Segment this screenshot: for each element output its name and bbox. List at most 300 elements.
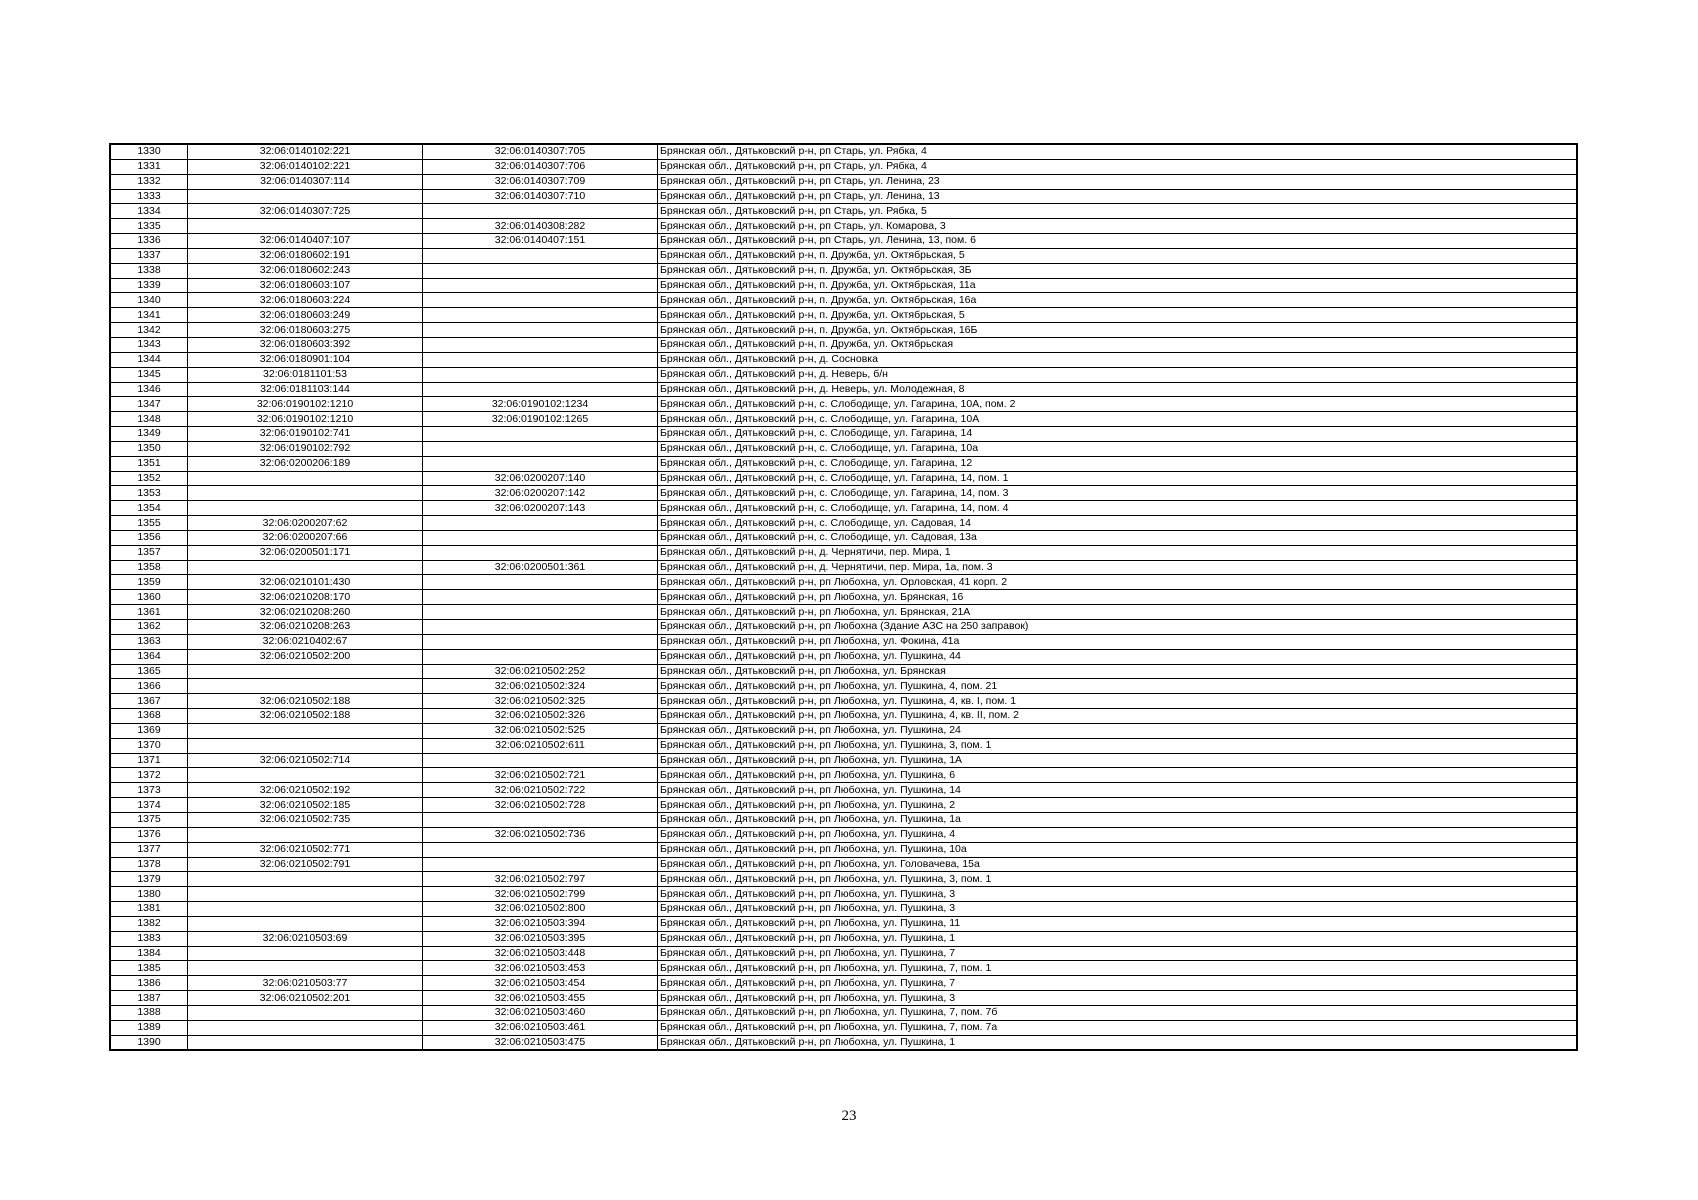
object-cadastral-number-cell: 32:06:0210502:326 — [423, 709, 658, 724]
table-row — [111, 263, 1577, 278]
object-cadastral-number-cell — [423, 634, 658, 649]
address-cell: Брянская обл., Дятьковский р-н, рп Старь, ул. Рябка, 4 — [658, 145, 1577, 160]
row-number-cell: 1333 — [111, 189, 188, 204]
row-number-cell: 1358 — [111, 560, 188, 575]
object-cadastral-number-cell: 32:06:0190102:1234 — [423, 397, 658, 412]
object-cadastral-number-cell: 32:06:0210502:325 — [423, 694, 658, 709]
land-cadastral-number-cell: 32:06:0180603:275 — [188, 323, 423, 338]
address-cell: Брянская обл., Дятьковский р-н, п. Дружба, ул. Октябрьская, 11а — [658, 278, 1577, 293]
table-row — [111, 1035, 1577, 1050]
land-cadastral-number-cell: 32:06:0181103:144 — [188, 382, 423, 397]
land-cadastral-number-cell — [188, 501, 423, 516]
row-number-cell: 1374 — [111, 798, 188, 813]
row-number-cell: 1337 — [111, 248, 188, 263]
object-cadastral-number-cell: 32:06:0210502:799 — [423, 887, 658, 902]
address-cell: Брянская обл., Дятьковский р-н, рп Любохна, ул. Пушкина, 3, пом. 1 — [658, 872, 1577, 887]
land-cadastral-number-cell — [188, 827, 423, 842]
object-cadastral-number-cell: 32:06:0210503:448 — [423, 946, 658, 961]
address-cell: Брянская обл., Дятьковский р-н, рп Старь, ул. Рябка, 5 — [658, 204, 1577, 219]
address-cell: Брянская обл., Дятьковский р-н, п. Дружба, ул. Октябрьская, 16а — [658, 293, 1577, 308]
table-row — [111, 887, 1577, 902]
table-row — [111, 694, 1577, 709]
table-row — [111, 738, 1577, 753]
table-row — [111, 931, 1577, 946]
row-number-cell: 1338 — [111, 263, 188, 278]
object-cadastral-number-cell — [423, 753, 658, 768]
row-number-cell: 1360 — [111, 590, 188, 605]
object-cadastral-number-cell: 32:06:0190102:1265 — [423, 412, 658, 427]
land-cadastral-number-cell: 32:06:0210208:263 — [188, 620, 423, 635]
object-cadastral-number-cell: 32:06:0140407:151 — [423, 234, 658, 249]
table-row — [111, 857, 1577, 872]
object-cadastral-number-cell: 32:06:0210502:728 — [423, 798, 658, 813]
land-cadastral-number-cell: 32:06:0200207:62 — [188, 516, 423, 531]
object-cadastral-number-cell — [423, 516, 658, 531]
table-row — [111, 234, 1577, 249]
object-cadastral-number-cell — [423, 308, 658, 323]
address-cell: Брянская обл., Дятьковский р-н, д. Неверь, ул. Молодежная, 8 — [658, 382, 1577, 397]
object-cadastral-number-cell: 32:06:0210503:454 — [423, 976, 658, 991]
table-row — [111, 723, 1577, 738]
object-cadastral-number-cell — [423, 620, 658, 635]
address-cell: Брянская обл., Дятьковский р-н, рп Старь, ул. Рябка, 4 — [658, 159, 1577, 174]
page-number: 23 — [841, 1108, 857, 1124]
address-cell: Брянская обл., Дятьковский р-н, рп Любохна, ул. Пушкина, 7, пом. 7б — [658, 1005, 1577, 1020]
address-cell: Брянская обл., Дятьковский р-н, рп Любохна, ул. Пушкина, 10а — [658, 842, 1577, 857]
land-cadastral-number-cell: 32:06:0200501:171 — [188, 545, 423, 560]
object-cadastral-number-cell: 32:06:0200501:361 — [423, 560, 658, 575]
row-number-cell: 1364 — [111, 649, 188, 664]
land-cadastral-number-cell: 32:06:0210502:188 — [188, 709, 423, 724]
table-row — [111, 991, 1577, 1006]
object-cadastral-number-cell — [423, 649, 658, 664]
object-cadastral-number-cell: 32:06:0210503:460 — [423, 1005, 658, 1020]
row-number-cell: 1357 — [111, 545, 188, 560]
land-cadastral-number-cell: 32:06:0140102:221 — [188, 159, 423, 174]
address-cell: Брянская обл., Дятьковский р-н, рп Любохна (Здание АЗС на 250 заправок) — [658, 620, 1577, 635]
registry-table — [110, 144, 1577, 1050]
address-cell: Брянская обл., Дятьковский р-н, рп Любохна, ул. Пушкина, 3, пом. 1 — [658, 738, 1577, 753]
row-number-cell: 1372 — [111, 768, 188, 783]
row-number-cell: 1388 — [111, 1005, 188, 1020]
object-cadastral-number-cell — [423, 293, 658, 308]
land-cadastral-number-cell: 32:06:0210502:771 — [188, 842, 423, 857]
land-cadastral-number-cell: 32:06:0180901:104 — [188, 352, 423, 367]
address-cell: Брянская обл., Дятьковский р-н, рп Любохна, ул. Пушкина, 3 — [658, 902, 1577, 917]
object-cadastral-number-cell: 32:06:0210502:722 — [423, 783, 658, 798]
land-cadastral-number-cell — [188, 723, 423, 738]
address-cell: Брянская обл., Дятьковский р-н, рп Любохна, ул. Пушкина, 2 — [658, 798, 1577, 813]
address-cell: Брянская обл., Дятьковский р-н, рп Любохна, ул. Пушкина, 6 — [658, 768, 1577, 783]
object-cadastral-number-cell: 32:06:0200207:143 — [423, 501, 658, 516]
land-cadastral-number-cell: 32:06:0190102:1210 — [188, 397, 423, 412]
object-cadastral-number-cell: 32:06:0210503:455 — [423, 991, 658, 1006]
address-cell: Брянская обл., Дятьковский р-н, с. Слободище, ул. Гагарина, 10а — [658, 441, 1577, 456]
object-cadastral-number-cell — [423, 575, 658, 590]
table-row — [111, 798, 1577, 813]
address-cell: Брянская обл., Дятьковский р-н, рп Любохна, ул. Орловская, 41 корп. 2 — [658, 575, 1577, 590]
land-cadastral-number-cell — [188, 189, 423, 204]
land-cadastral-number-cell — [188, 768, 423, 783]
object-cadastral-number-cell: 32:06:0210503:461 — [423, 1020, 658, 1035]
table-row — [111, 352, 1577, 367]
table-row — [111, 308, 1577, 323]
row-number-cell: 1373 — [111, 783, 188, 798]
table-row — [111, 293, 1577, 308]
land-cadastral-number-cell: 32:06:0180603:107 — [188, 278, 423, 293]
address-cell: Брянская обл., Дятьковский р-н, рп Любохна, ул. Брянская, 21А — [658, 605, 1577, 620]
object-cadastral-number-cell — [423, 427, 658, 442]
land-cadastral-number-cell: 32:06:0140102:221 — [188, 145, 423, 160]
land-cadastral-number-cell — [188, 471, 423, 486]
land-cadastral-number-cell: 32:06:0140307:725 — [188, 204, 423, 219]
land-cadastral-number-cell: 32:06:0210502:192 — [188, 783, 423, 798]
land-cadastral-number-cell — [188, 560, 423, 575]
row-number-cell: 1376 — [111, 827, 188, 842]
land-cadastral-number-cell: 32:06:0210502:201 — [188, 991, 423, 1006]
object-cadastral-number-cell: 32:06:0200207:140 — [423, 471, 658, 486]
table-row — [111, 560, 1577, 575]
row-number-cell: 1382 — [111, 916, 188, 931]
table-row — [111, 337, 1577, 352]
object-cadastral-number-cell — [423, 857, 658, 872]
table-row — [111, 976, 1577, 991]
address-cell: Брянская обл., Дятьковский р-н, рп Любохна, ул. Брянская — [658, 664, 1577, 679]
table-row — [111, 145, 1577, 160]
object-cadastral-number-cell: 32:06:0210502:800 — [423, 902, 658, 917]
row-number-cell: 1386 — [111, 976, 188, 991]
row-number-cell: 1361 — [111, 605, 188, 620]
table-row — [111, 516, 1577, 531]
table-row — [111, 367, 1577, 382]
address-cell: Брянская обл., Дятьковский р-н, рп Любохна, ул. Пушкина, 11 — [658, 916, 1577, 931]
row-number-cell: 1368 — [111, 709, 188, 724]
land-cadastral-number-cell — [188, 679, 423, 694]
address-cell: Брянская обл., Дятьковский р-н, рп Старь, ул. Ленина, 13 — [658, 189, 1577, 204]
row-number-cell: 1385 — [111, 961, 188, 976]
address-cell: Брянская обл., Дятьковский р-н, д. Чернятичи, пер. Мира, 1 — [658, 545, 1577, 560]
address-cell: Брянская обл., Дятьковский р-н, рп Любохна, ул. Пушкина, 7 — [658, 976, 1577, 991]
address-cell: Брянская обл., Дятьковский р-н, рп Любохна, ул. Пушкина, 4, пом. 21 — [658, 679, 1577, 694]
address-cell: Брянская обл., Дятьковский р-н, рп Любохна, ул. Пушкина, 3 — [658, 887, 1577, 902]
object-cadastral-number-cell — [423, 530, 658, 545]
row-number-cell: 1365 — [111, 664, 188, 679]
object-cadastral-number-cell — [423, 441, 658, 456]
row-number-cell: 1345 — [111, 367, 188, 382]
table-row — [111, 916, 1577, 931]
object-cadastral-number-cell: 32:06:0210502:797 — [423, 872, 658, 887]
land-cadastral-number-cell — [188, 219, 423, 234]
land-cadastral-number-cell: 32:06:0200207:66 — [188, 530, 423, 545]
address-cell: Брянская обл., Дятьковский р-н, рп Старь, ул. Ленина, 13, пом. 6 — [658, 234, 1577, 249]
land-cadastral-number-cell: 32:06:0210503:69 — [188, 931, 423, 946]
table-row — [111, 872, 1577, 887]
land-cadastral-number-cell — [188, 664, 423, 679]
land-cadastral-number-cell: 32:06:0180602:191 — [188, 248, 423, 263]
row-number-cell: 1389 — [111, 1020, 188, 1035]
address-cell: Брянская обл., Дятьковский р-н, рп Любохна, ул. Пушкина, 7, пом. 7а — [658, 1020, 1577, 1035]
address-cell: Брянская обл., Дятьковский р-н, рп Любохна, ул. Пушкина, 44 — [658, 649, 1577, 664]
object-cadastral-number-cell: 32:06:0140307:710 — [423, 189, 658, 204]
object-cadastral-number-cell: 32:06:0140308:282 — [423, 219, 658, 234]
land-cadastral-number-cell: 32:06:0210502:188 — [188, 694, 423, 709]
table-row — [111, 501, 1577, 516]
address-cell: Брянская обл., Дятьковский р-н, с. Слободище, ул. Гагарина, 12 — [658, 456, 1577, 471]
table-row — [111, 189, 1577, 204]
land-cadastral-number-cell: 32:06:0190102:741 — [188, 427, 423, 442]
object-cadastral-number-cell: 32:06:0210502:525 — [423, 723, 658, 738]
address-cell: Брянская обл., Дятьковский р-н, п. Дружба, ул. Октябрьская, 3Б — [658, 263, 1577, 278]
land-cadastral-number-cell: 32:06:0180603:249 — [188, 308, 423, 323]
table-row — [111, 204, 1577, 219]
address-cell: Брянская обл., Дятьковский р-н, рп Любохна, ул. Брянская, 16 — [658, 590, 1577, 605]
row-number-cell: 1341 — [111, 308, 188, 323]
object-cadastral-number-cell: 32:06:0210502:324 — [423, 679, 658, 694]
row-number-cell: 1377 — [111, 842, 188, 857]
object-cadastral-number-cell: 32:06:0210503:475 — [423, 1035, 658, 1050]
address-cell: Брянская обл., Дятьковский р-н, рп Любохна, ул. Пушкина, 7, пом. 1 — [658, 961, 1577, 976]
table-row — [111, 278, 1577, 293]
object-cadastral-number-cell: 32:06:0140307:706 — [423, 159, 658, 174]
row-number-cell: 1381 — [111, 902, 188, 917]
land-cadastral-number-cell: 32:06:0140307:114 — [188, 174, 423, 189]
row-number-cell: 1375 — [111, 812, 188, 827]
table-row — [111, 427, 1577, 442]
row-number-cell: 1332 — [111, 174, 188, 189]
land-cadastral-number-cell — [188, 1005, 423, 1020]
table-row — [111, 471, 1577, 486]
table-row — [111, 902, 1577, 917]
row-number-cell: 1387 — [111, 991, 188, 1006]
object-cadastral-number-cell — [423, 263, 658, 278]
land-cadastral-number-cell — [188, 946, 423, 961]
table-row — [111, 323, 1577, 338]
land-cadastral-number-cell: 32:06:0200206:189 — [188, 456, 423, 471]
land-cadastral-number-cell — [188, 872, 423, 887]
object-cadastral-number-cell — [423, 248, 658, 263]
row-number-cell: 1379 — [111, 872, 188, 887]
object-cadastral-number-cell — [423, 337, 658, 352]
row-number-cell: 1339 — [111, 278, 188, 293]
row-number-cell: 1346 — [111, 382, 188, 397]
table-row — [111, 248, 1577, 263]
land-cadastral-number-cell — [188, 961, 423, 976]
land-cadastral-number-cell: 32:06:0181101:53 — [188, 367, 423, 382]
address-cell: Брянская обл., Дятьковский р-н, рп Любохна, ул. Пушкина, 7 — [658, 946, 1577, 961]
address-cell: Брянская обл., Дятьковский р-н, с. Слободище, ул. Гагарина, 14, пом. 3 — [658, 486, 1577, 501]
address-cell: Брянская обл., Дятьковский р-н, рп Любохна, ул. Пушкина, 14 — [658, 783, 1577, 798]
row-number-cell: 1355 — [111, 516, 188, 531]
row-number-cell: 1390 — [111, 1035, 188, 1050]
address-cell: Брянская обл., Дятьковский р-н, с. Слободище, ул. Гагарина, 10А, пом. 2 — [658, 397, 1577, 412]
table-row — [111, 812, 1577, 827]
table-row — [111, 1005, 1577, 1020]
land-cadastral-number-cell — [188, 486, 423, 501]
row-number-cell: 1369 — [111, 723, 188, 738]
object-cadastral-number-cell — [423, 605, 658, 620]
address-cell: Брянская обл., Дятьковский р-н, рп Любохна, ул. Пушкина, 4, кв. II, пом. 2 — [658, 709, 1577, 724]
land-cadastral-number-cell — [188, 1020, 423, 1035]
object-cadastral-number-cell — [423, 842, 658, 857]
object-cadastral-number-cell — [423, 367, 658, 382]
table-row — [111, 605, 1577, 620]
row-number-cell: 1359 — [111, 575, 188, 590]
table-row — [111, 634, 1577, 649]
land-cadastral-number-cell: 32:06:0210502:735 — [188, 812, 423, 827]
row-number-cell: 1384 — [111, 946, 188, 961]
table-row — [111, 664, 1577, 679]
table-row — [111, 530, 1577, 545]
land-cadastral-number-cell: 32:06:0210101:430 — [188, 575, 423, 590]
row-number-cell: 1343 — [111, 337, 188, 352]
land-cadastral-number-cell: 32:06:0210402:67 — [188, 634, 423, 649]
object-cadastral-number-cell: 32:06:0140307:709 — [423, 174, 658, 189]
row-number-cell: 1334 — [111, 204, 188, 219]
object-cadastral-number-cell: 32:06:0210503:395 — [423, 931, 658, 946]
land-cadastral-number-cell: 32:06:0210208:170 — [188, 590, 423, 605]
land-cadastral-number-cell: 32:06:0180603:392 — [188, 337, 423, 352]
registry-table-body — [111, 145, 1577, 1050]
row-number-cell: 1331 — [111, 159, 188, 174]
land-cadastral-number-cell — [188, 887, 423, 902]
address-cell: Брянская обл., Дятьковский р-н, п. Дружба, ул. Октябрьская, 5 — [658, 248, 1577, 263]
row-number-cell: 1330 — [111, 145, 188, 160]
land-cadastral-number-cell: 32:06:0210208:260 — [188, 605, 423, 620]
row-number-cell: 1335 — [111, 219, 188, 234]
address-cell: Брянская обл., Дятьковский р-н, с. Слободище, ул. Гагарина, 14, пом. 1 — [658, 471, 1577, 486]
land-cadastral-number-cell — [188, 1035, 423, 1050]
object-cadastral-number-cell — [423, 352, 658, 367]
table-row — [111, 486, 1577, 501]
object-cadastral-number-cell — [423, 323, 658, 338]
address-cell: Брянская обл., Дятьковский р-н, рп Старь, ул. Комарова, 3 — [658, 219, 1577, 234]
land-cadastral-number-cell: 32:06:0210502:200 — [188, 649, 423, 664]
object-cadastral-number-cell — [423, 204, 658, 219]
address-cell: Брянская обл., Дятьковский р-н, д. Неверь, б/н — [658, 367, 1577, 382]
object-cadastral-number-cell — [423, 590, 658, 605]
object-cadastral-number-cell: 32:06:0210502:736 — [423, 827, 658, 842]
land-cadastral-number-cell: 32:06:0190102:792 — [188, 441, 423, 456]
address-cell: Брянская обл., Дятьковский р-н, рп Старь, ул. Ленина, 23 — [658, 174, 1577, 189]
row-number-cell: 1350 — [111, 441, 188, 456]
row-number-cell: 1370 — [111, 738, 188, 753]
row-number-cell: 1367 — [111, 694, 188, 709]
address-cell: Брянская обл., Дятьковский р-н, п. Дружба, ул. Октябрьская — [658, 337, 1577, 352]
row-number-cell: 1380 — [111, 887, 188, 902]
table-row — [111, 768, 1577, 783]
land-cadastral-number-cell: 32:06:0210502:714 — [188, 753, 423, 768]
land-cadastral-number-cell: 32:06:0210502:185 — [188, 798, 423, 813]
row-number-cell: 1363 — [111, 634, 188, 649]
table-row — [111, 709, 1577, 724]
row-number-cell: 1362 — [111, 620, 188, 635]
row-number-cell: 1354 — [111, 501, 188, 516]
address-cell: Брянская обл., Дятьковский р-н, рп Любохна, ул. Фокина, 41а — [658, 634, 1577, 649]
row-number-cell: 1366 — [111, 679, 188, 694]
table-row — [111, 620, 1577, 635]
address-cell: Брянская обл., Дятьковский р-н, рп Любохна, ул. Головачева, 15а — [658, 857, 1577, 872]
table-row — [111, 590, 1577, 605]
address-cell: Брянская обл., Дятьковский р-н, п. Дружба, ул. Октябрьская, 5 — [658, 308, 1577, 323]
object-cadastral-number-cell: 32:06:0200207:142 — [423, 486, 658, 501]
table-row — [111, 783, 1577, 798]
row-number-cell: 1352 — [111, 471, 188, 486]
table-row — [111, 174, 1577, 189]
object-cadastral-number-cell — [423, 456, 658, 471]
address-cell: Брянская обл., Дятьковский р-н, с. Слободище, ул. Садовая, 14 — [658, 516, 1577, 531]
address-cell: Брянская обл., Дятьковский р-н, рп Любохна, ул. Пушкина, 4 — [658, 827, 1577, 842]
table-row — [111, 456, 1577, 471]
address-cell: Брянская обл., Дятьковский р-н, рп Любохна, ул. Пушкина, 24 — [658, 723, 1577, 738]
table-row — [111, 961, 1577, 976]
row-number-cell: 1344 — [111, 352, 188, 367]
row-number-cell: 1353 — [111, 486, 188, 501]
object-cadastral-number-cell: 32:06:0140307:705 — [423, 145, 658, 160]
row-number-cell: 1340 — [111, 293, 188, 308]
address-cell: Брянская обл., Дятьковский р-н, рп Любохна, ул. Пушкина, 4, кв. I, пом. 1 — [658, 694, 1577, 709]
table-row — [111, 842, 1577, 857]
row-number-cell: 1371 — [111, 753, 188, 768]
address-cell: Брянская обл., Дятьковский р-н, с. Слободище, ул. Гагарина, 14, пом. 4 — [658, 501, 1577, 516]
table-row — [111, 575, 1577, 590]
address-cell: Брянская обл., Дятьковский р-н, рп Любохна, ул. Пушкина, 1А — [658, 753, 1577, 768]
address-cell: Брянская обл., Дятьковский р-н, рп Любохна, ул. Пушкина, 1 — [658, 931, 1577, 946]
row-number-cell: 1349 — [111, 427, 188, 442]
table-row — [111, 946, 1577, 961]
table-row — [111, 397, 1577, 412]
row-number-cell: 1351 — [111, 456, 188, 471]
table-row — [111, 441, 1577, 456]
object-cadastral-number-cell: 32:06:0210502:611 — [423, 738, 658, 753]
table-row — [111, 1020, 1577, 1035]
address-cell: Брянская обл., Дятьковский р-н, рп Любохна, ул. Пушкина, 1а — [658, 812, 1577, 827]
row-number-cell: 1342 — [111, 323, 188, 338]
row-number-cell: 1347 — [111, 397, 188, 412]
address-cell: Брянская обл., Дятьковский р-н, д. Чернятичи, пер. Мира, 1а, пом. 3 — [658, 560, 1577, 575]
table-row — [111, 382, 1577, 397]
address-cell: Брянская обл., Дятьковский р-н, рп Любохна, ул. Пушкина, 3 — [658, 991, 1577, 1006]
table-row — [111, 545, 1577, 560]
address-cell: Брянская обл., Дятьковский р-н, с. Слободище, ул. Гагарина, 10А — [658, 412, 1577, 427]
land-cadastral-number-cell: 32:06:0180602:243 — [188, 263, 423, 278]
object-cadastral-number-cell — [423, 545, 658, 560]
object-cadastral-number-cell — [423, 812, 658, 827]
table-row — [111, 827, 1577, 842]
table-row — [111, 412, 1577, 427]
row-number-cell: 1356 — [111, 530, 188, 545]
object-cadastral-number-cell: 32:06:0210502:721 — [423, 768, 658, 783]
table-row — [111, 649, 1577, 664]
object-cadastral-number-cell — [423, 382, 658, 397]
row-number-cell: 1348 — [111, 412, 188, 427]
address-cell: Брянская обл., Дятьковский р-н, с. Слободище, ул. Гагарина, 14 — [658, 427, 1577, 442]
land-cadastral-number-cell: 32:06:0190102:1210 — [188, 412, 423, 427]
object-cadastral-number-cell: 32:06:0210503:394 — [423, 916, 658, 931]
land-cadastral-number-cell: 32:06:0210503:77 — [188, 976, 423, 991]
table-row — [111, 219, 1577, 234]
object-cadastral-number-cell — [423, 278, 658, 293]
address-cell: Брянская обл., Дятьковский р-н, п. Дружба, ул. Октябрьская, 16Б — [658, 323, 1577, 338]
row-number-cell: 1378 — [111, 857, 188, 872]
object-cadastral-number-cell: 32:06:0210502:252 — [423, 664, 658, 679]
land-cadastral-number-cell: 32:06:0180603:224 — [188, 293, 423, 308]
table-row — [111, 159, 1577, 174]
object-cadastral-number-cell: 32:06:0210503:453 — [423, 961, 658, 976]
row-number-cell: 1336 — [111, 234, 188, 249]
row-number-cell: 1383 — [111, 931, 188, 946]
table-row — [111, 753, 1577, 768]
land-cadastral-number-cell — [188, 902, 423, 917]
